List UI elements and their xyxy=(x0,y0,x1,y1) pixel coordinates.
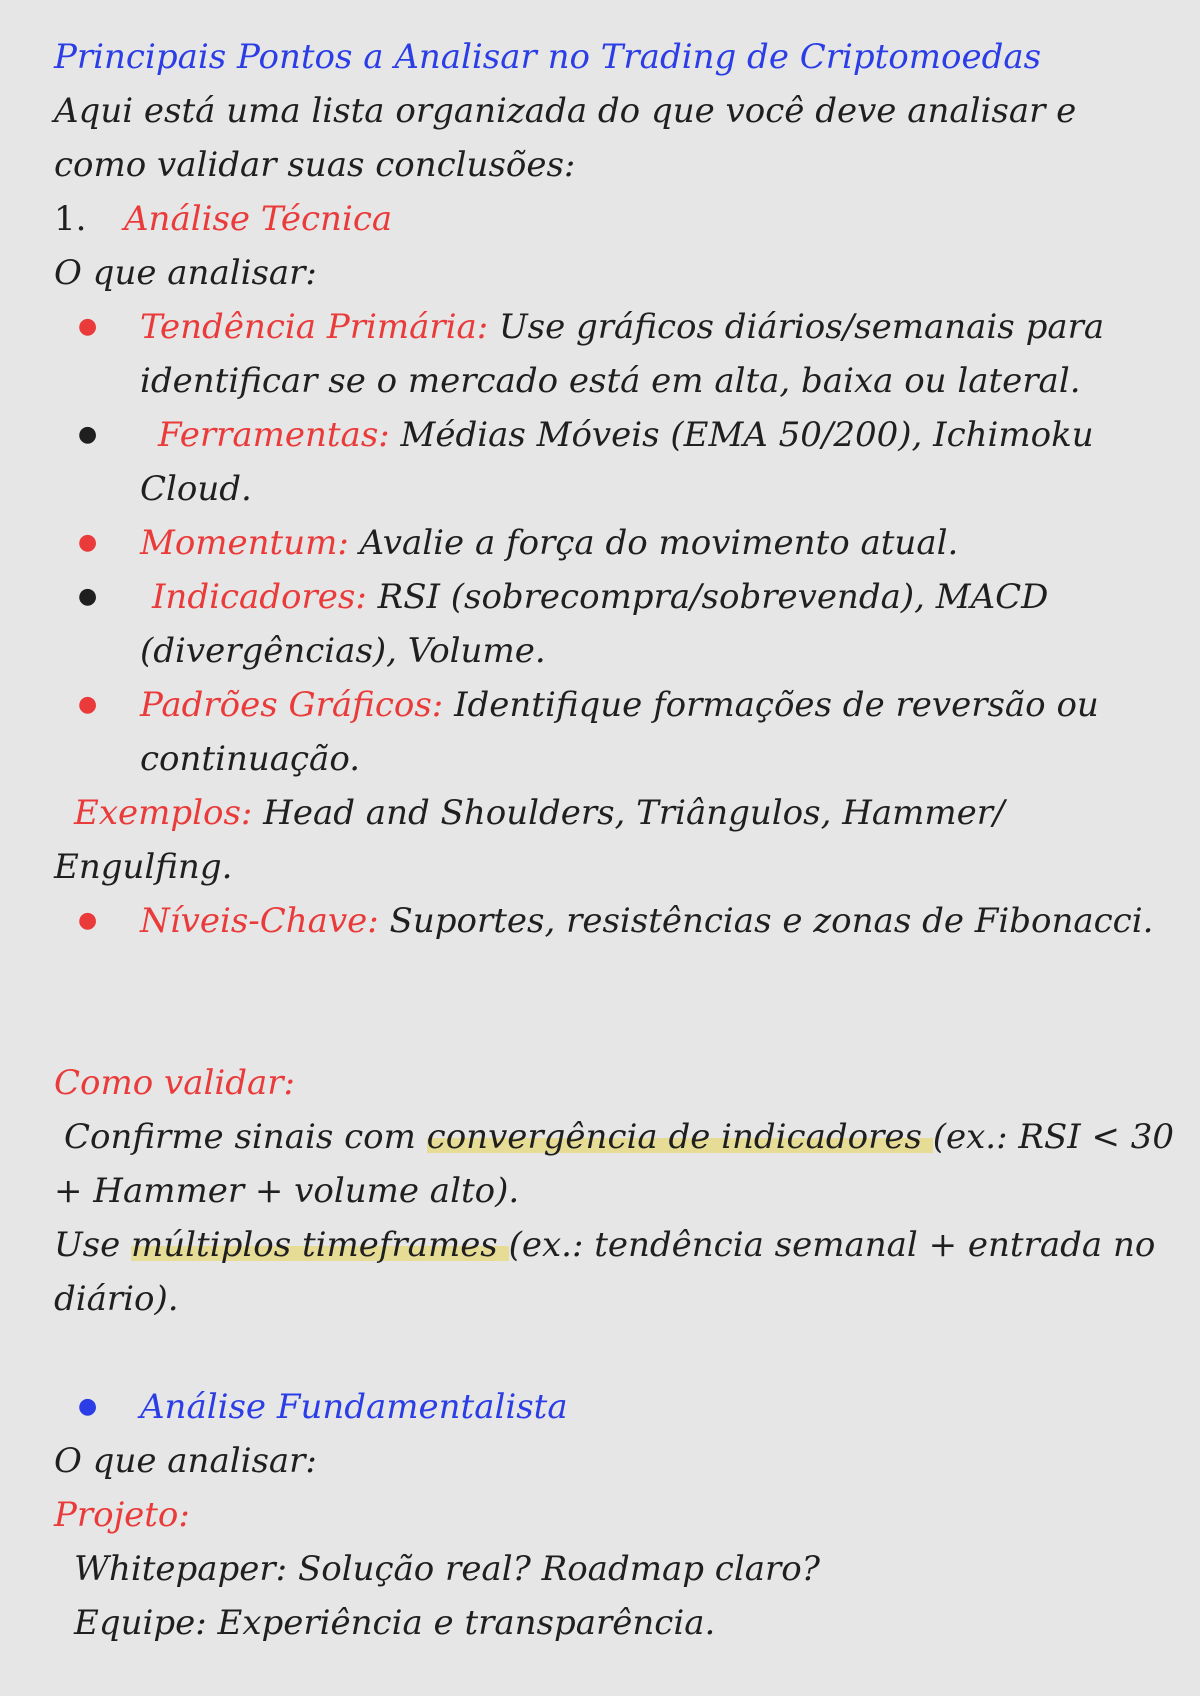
item-text: Avalie a força do movimento atual. xyxy=(348,523,959,563)
list-item-continuation: identificar se o mercado está em alta, baixa ou lateral. xyxy=(140,361,1081,401)
list-item-tools xyxy=(54,408,1154,462)
bullet-icon: ● xyxy=(78,1394,98,1419)
item-text: Suportes, resistências e zonas de Fibonacci. xyxy=(378,901,1154,941)
spacer xyxy=(54,1326,1154,1380)
validate-text: (ex.: RSI < 30 xyxy=(932,1117,1175,1157)
item-label: Níveis-Chave: xyxy=(140,901,379,941)
highlighted-text: múltiplos timeframes xyxy=(131,1225,509,1265)
examples-text: Head and Shoulders, Triângulos, Hammer/ xyxy=(252,793,1005,833)
item-label: Momentum: xyxy=(140,523,349,563)
item-text: RSI (sobrecompra/sobrevenda), MACD xyxy=(366,577,1049,617)
validate-heading: Como validar: xyxy=(54,1063,295,1103)
what-to-analyze-label: O que analisar: xyxy=(54,253,317,293)
section-2-heading xyxy=(54,1380,1154,1434)
item-label: Padrões Gráficos: xyxy=(140,685,444,725)
validate-text: (ex.: tendência semanal + entrada no xyxy=(508,1225,1156,1265)
section-1-heading xyxy=(54,192,1154,246)
list-item-momentum xyxy=(54,516,1154,570)
examples-continuation: Engulfing. xyxy=(54,847,233,887)
whitepaper-line: Whitepaper: Solução real? Roadmap claro? xyxy=(74,1549,820,1589)
validate-line-2: + Hammer + volume alto). xyxy=(54,1171,520,1211)
spacer xyxy=(54,948,1154,1056)
bullet-icon: ● xyxy=(78,908,98,933)
examples-label: Exemplos: xyxy=(74,793,253,833)
list-item-key-levels xyxy=(54,894,1154,948)
team-line: Equipe: Experiência e transparência. xyxy=(74,1603,716,1643)
bullet-icon: ● xyxy=(78,422,98,447)
project-label: Projeto: xyxy=(54,1495,190,1535)
validate-text: Confirme sinais com xyxy=(64,1117,427,1157)
highlighted-text: convergência de indicadores xyxy=(426,1117,933,1157)
examples-line xyxy=(54,786,1154,840)
list-item-continuation: continuação. xyxy=(140,739,361,779)
section-2-title: Análise Fundamentalista xyxy=(140,1387,568,1427)
section-1-title: Análise Técnica xyxy=(124,199,393,239)
item-text: Identifique formações de reversão ou xyxy=(443,685,1099,725)
intro-line-2: como validar suas conclusões: xyxy=(54,145,576,185)
list-item-chart-patterns xyxy=(54,678,1154,732)
validate-text: Use xyxy=(54,1225,132,1265)
validate-line-4: diário). xyxy=(54,1279,179,1319)
list-item-continuation: Cloud. xyxy=(140,469,252,509)
validate-line-3 xyxy=(54,1218,1154,1272)
item-label: Tendência Primária: xyxy=(140,307,489,347)
list-item-primary-trend xyxy=(54,300,1154,354)
bullet-icon: ● xyxy=(78,584,98,609)
list-item-continuation: (divergências), Volume. xyxy=(140,631,546,671)
item-text: Médias Móveis (EMA 50/200), Ichimoku xyxy=(389,415,1094,455)
item-label: Ferramentas: xyxy=(158,415,390,455)
validate-line-1 xyxy=(54,1110,1175,1164)
page-title: Principais Pontos a Analisar no Trading de Criptomoedas xyxy=(54,37,1042,77)
item-label: Indicadores: xyxy=(152,577,367,617)
what-to-analyze-label: O que analisar: xyxy=(54,1441,317,1481)
bullet-icon: ● xyxy=(78,530,98,555)
document xyxy=(54,30,1175,1650)
list-item-indicators xyxy=(54,570,1154,624)
item-text: Use gráficos diários/semanais para xyxy=(488,307,1105,347)
section-1-number: 1. xyxy=(54,199,87,239)
bullet-icon: ● xyxy=(78,692,98,717)
bullet-icon: ● xyxy=(78,314,98,339)
intro-line-1: Aqui está uma lista organizada do que você deve analisar e xyxy=(54,91,1077,131)
